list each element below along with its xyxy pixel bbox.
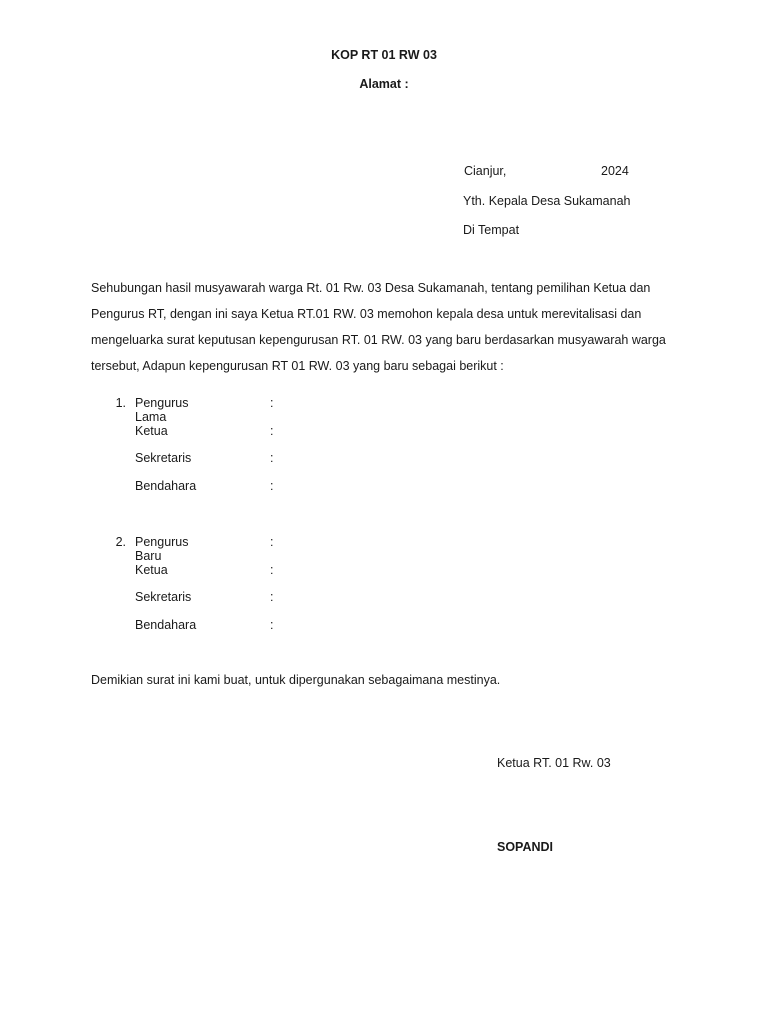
list-colon: : xyxy=(270,478,274,493)
body-line: mengeluarka surat keputusan kepengurusan RT. 01 RW. 03 yang baru berdasarkan musyawarah warga xyxy=(91,333,666,347)
signature-name: SOPANDI xyxy=(497,840,554,854)
letter-year: 2024 xyxy=(601,164,629,178)
list-number: 2. xyxy=(115,535,126,549)
list-colon: : xyxy=(270,617,274,632)
body-paragraph xyxy=(91,275,681,379)
list-label: Sekretaris xyxy=(135,451,192,465)
letterhead-kop: KOP RT 01 RW 03 xyxy=(331,48,437,62)
body-line: tersebut, Adapun kepengurusan RT 01 RW. 03 yang baru sebagai berikut : xyxy=(91,359,504,373)
list-label: Bendahara xyxy=(135,478,197,493)
list-label: Pengurus Lama xyxy=(135,396,189,424)
list-label: Ketua xyxy=(135,423,168,438)
letter-addressee: Yth. Kepala Desa Sukamanah xyxy=(463,194,631,208)
signature-title: Ketua RT. 01 Rw. 03 xyxy=(497,756,611,770)
list-colon: : xyxy=(270,562,274,577)
list-colon: : xyxy=(270,423,274,438)
list-label: Bendahara xyxy=(135,617,197,632)
letter-place: Cianjur, xyxy=(464,164,507,178)
list-label: Ketua xyxy=(135,562,168,577)
letter-location: Di Tempat xyxy=(463,223,520,237)
list-label: Sekretaris xyxy=(135,590,192,604)
body-line: Sehubungan hasil musyawarah warga Rt. 01 Rw. 03 Desa Sukamanah, tentang pemilihan Ketua dan xyxy=(91,281,651,295)
list-label: Pengurus Baru xyxy=(135,535,189,563)
list-colon: : xyxy=(270,590,274,604)
list-colon: : xyxy=(270,396,274,410)
letterhead-address: Alamat : xyxy=(359,77,409,91)
body-line: Pengurus RT, dengan ini saya Ketua RT.01 RW. 03 memohon kepala desa untuk merevitalisasi dan xyxy=(91,307,642,321)
list-number: 1. xyxy=(115,396,126,410)
list-colon: : xyxy=(270,535,274,549)
list-colon: : xyxy=(270,451,274,465)
closing-sentence: Demikian surat ini kami buat, untuk dipergunakan sebagaimana mestinya. xyxy=(91,673,501,687)
